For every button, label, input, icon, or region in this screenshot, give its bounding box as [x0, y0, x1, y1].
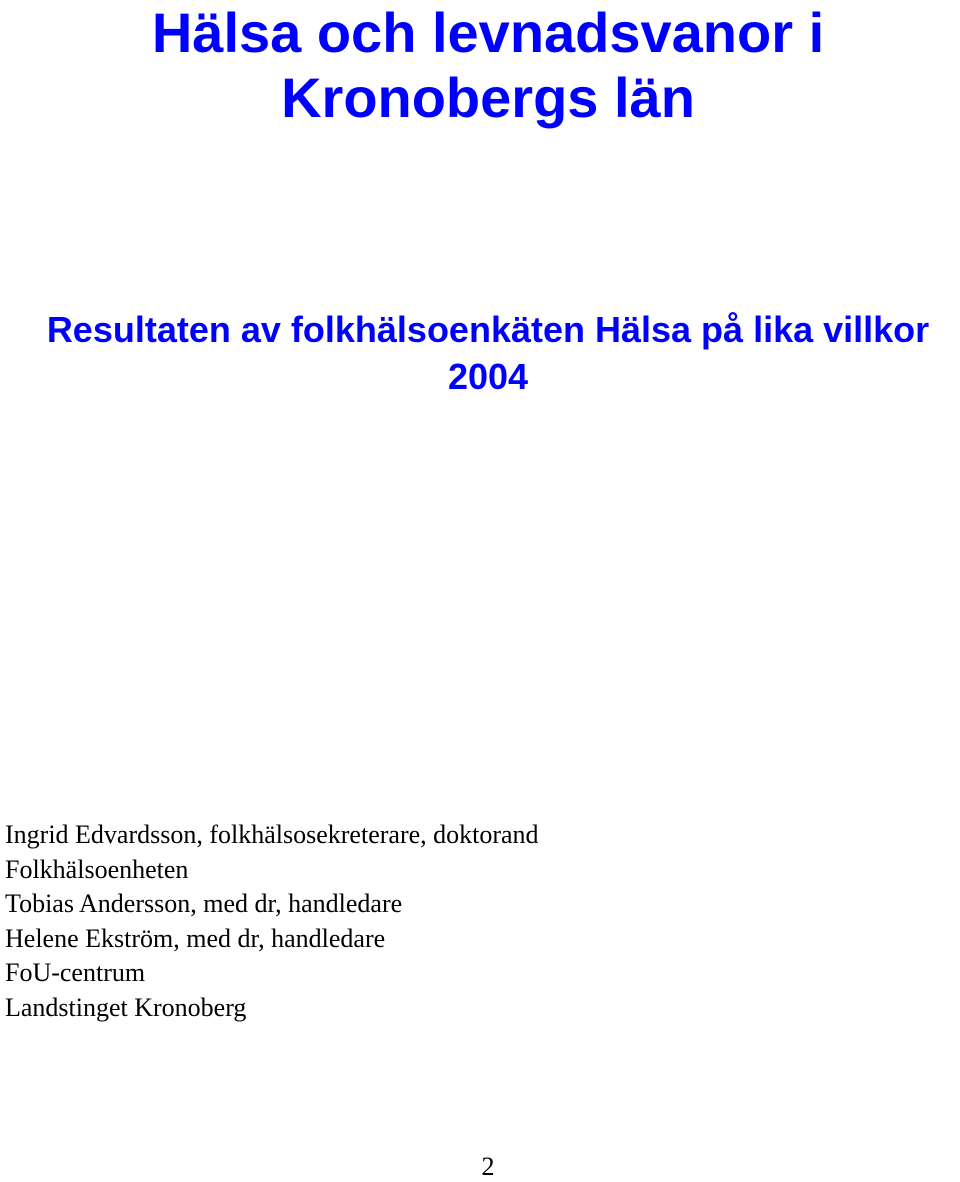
credit-line: Landstinget Kronoberg [5, 992, 247, 1022]
credit-line: Helene Ekström, med dr, handledare [5, 923, 386, 953]
document-subtitle [0, 306, 960, 400]
credit-line: FoU-centrum [5, 958, 146, 988]
document-title [0, 0, 960, 130]
title-line-2: Kronobergs län [281, 66, 695, 129]
subtitle-line-2: 2004 [447, 356, 529, 397]
title-line-1: Hälsa och levnadsvanor i [151, 1, 825, 64]
credit-line: Ingrid Edvardsson, folkhälsosekreterare, doktorand [5, 820, 539, 849]
credit-line: Tobias Andersson, med dr, handledare [5, 889, 403, 919]
subtitle-line-1: Resultaten av folkhälsoenkäten Hälsa på lika villkor [46, 309, 930, 350]
credit-line: Folkhälsoenheten [5, 854, 189, 884]
author-credits [5, 818, 539, 1026]
page-number: 2 [481, 1152, 495, 1181]
